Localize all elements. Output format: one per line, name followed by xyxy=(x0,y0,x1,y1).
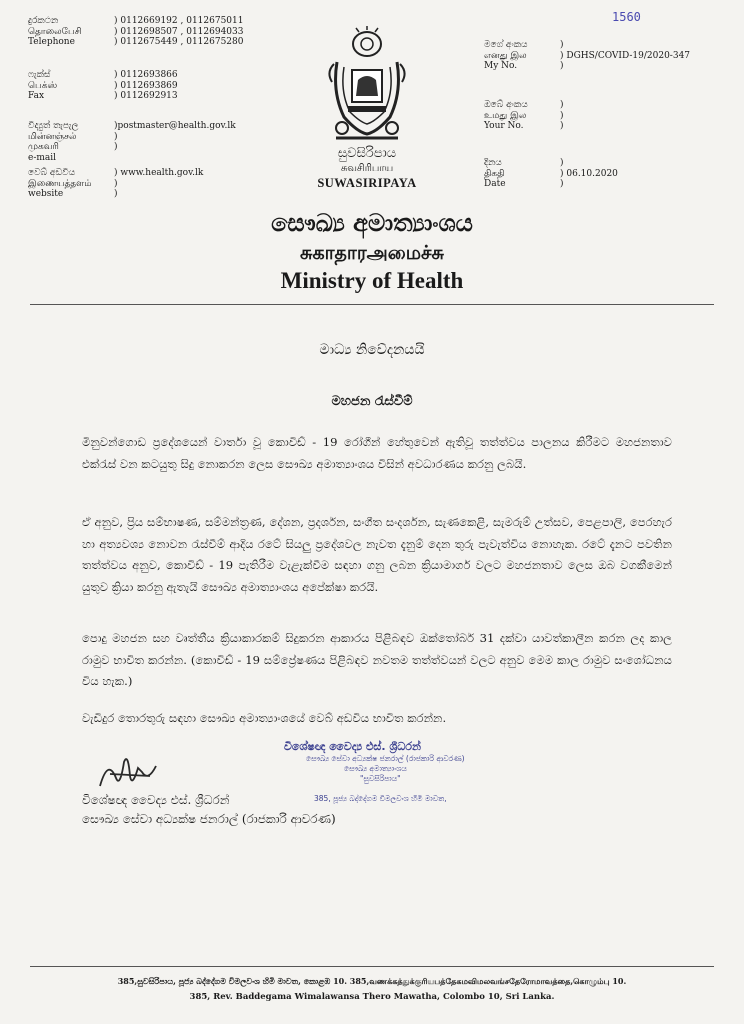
stamp-line-1: සෞඛ්‍ය සේවා අධ්‍යක්ෂ ජනරාල් (රාජකාරි ආවරණ) xyxy=(306,754,465,763)
contact-label: Fax xyxy=(28,91,45,101)
stamp-name: විශේෂඥ වෛද්‍ය එස්. ශ්‍රීධරන් xyxy=(284,740,421,753)
ref-value: ) xyxy=(560,110,564,121)
emblem-caption xyxy=(300,146,434,191)
ref-value: ) xyxy=(560,61,564,71)
emblem-english: SUWASIRIPAYA xyxy=(317,176,417,190)
contact-label: தொலைபேசி xyxy=(28,26,82,37)
contact-label: e-mail xyxy=(28,152,57,163)
ministry-sinhala: සෞඛ්‍ය අමාත්‍යාංශය xyxy=(271,208,473,237)
stamp-line-3: "සුවසිරිපාය" xyxy=(360,774,401,783)
ref-value: ) xyxy=(560,179,564,189)
ref-label: මගේ අංකය xyxy=(484,40,528,50)
contact-label: දුරකථන xyxy=(28,16,59,26)
contact-label: மின்னஞ்சல் முகவரி xyxy=(28,131,77,152)
body-paragraph-3: පොදු මහජන සහ වෘත්තීය ක්‍රියාකාරකම් සිදුකරන ආකාරය පිළිබඳව ඔක්තෝබර් 31 දක්වා යාවත්කාලීන කරන ලද කාල රාමුව භාවිත කරන්න. (කොවිඩ් - 19 සම්ප්‍රේෂණය පිළිබඳව නවතම තත්ත්වයන් වලට අනුව මෙම කාල රාමුව සංශෝධනය විය හැක.) xyxy=(82,631,672,688)
contact-value: ) 0112692913 xyxy=(114,91,178,101)
handwritten-signature xyxy=(90,748,180,798)
contact-value: ) xyxy=(114,178,118,189)
footer-address-1: 385,සුවසිරිපාය, පූජ්‍ය බද්දේගම විමලවංශ හිමි මාවත, කොළඹ 10. 385,வணக்கத்துக்குரியபத்தேகமவிமலவங்சதேரோமாவத்தை,கொழும்பு 10. xyxy=(117,976,627,986)
header-divider xyxy=(30,304,714,305)
document-subject: මහජන රැස්වීම් xyxy=(331,394,413,409)
contact-value: )postmaster@health.gov.lk xyxy=(114,121,236,131)
contact-label: විද්‍යුත් තැපැල xyxy=(28,121,79,131)
ref-value: ) DGHS/COVID-19/2020-347 xyxy=(560,50,691,61)
signatory-title: සෞඛ්‍ය සේවා අධ්‍යක්ෂ ජනරාල් (රාජකාරි ආවරණ) xyxy=(82,812,336,826)
contact-value: ) xyxy=(114,142,118,152)
document-type: මාධ්‍ය නිවේදනයයි xyxy=(319,342,425,358)
contact-value: ) 0112669192 , 0112675011 xyxy=(114,16,244,26)
ref-value: ) 06.10.2020 xyxy=(560,168,618,179)
ref-label: உமது இல xyxy=(484,110,527,121)
ref-value: ) xyxy=(560,40,564,50)
contact-label: ෆැක්ස් xyxy=(28,70,51,80)
emblem-tamil: சுவசிரிபாய xyxy=(340,163,394,174)
handwritten-ref-number: 1560 xyxy=(612,10,641,24)
ref-label: දිනය xyxy=(484,158,502,168)
ref-label: திகதி xyxy=(484,168,505,179)
signatory-name: විශේෂඥ වෛද්‍ය එස්. ශ්‍රීධරන් xyxy=(82,793,230,807)
contact-label: பெக்ஸ் xyxy=(28,80,58,91)
ref-label: எனது இல xyxy=(484,50,527,61)
official-stamp xyxy=(284,740,524,804)
ref-label: Your No. xyxy=(484,121,524,131)
contact-value: ) www.health.gov.lk xyxy=(114,168,204,178)
contact-label: website xyxy=(28,189,64,199)
contact-value: ) 0112693866 xyxy=(114,70,178,80)
national-emblem-icon xyxy=(322,22,412,144)
contact-label: වෙබ් අඩවිය xyxy=(28,168,76,178)
ref-value: ) xyxy=(560,158,564,168)
stamp-line-4: 385, පූජ්‍ය බද්දේගම විමලවංශ හිමි මාවත, xyxy=(314,794,447,803)
emblem-sinhala: සුවසිරිපාය xyxy=(337,146,397,161)
body-paragraph-2: ඒ අනුව, ප්‍රිය සම්භාෂණ, සම්මන්ත්‍රණ, දේශන, ප්‍රදර්ශන, සංගීත සංදර්ශන, සැණකෙළි, සැමරුම් උත්සව, පෙළපාලි, පෙරහැර හා අත්‍යවශ්‍ය නොවන රැස්වීම් ආදිය රටේ සියලු ප්‍රදේශවල නැවත දැනුම් දෙන තුරු පැවැත්විය නොහැක. රටේ දැනට පවතින තත්ත්වය අනුව, කොවිඩ් - 19 පැතිරීම වැළැක්වීම සඳහා ගනු ලබන ක්‍රියාමාර්ග වලට මහජනතාව ලෙස ඔබ වගකීමෙන් යුතුව ක්‍රියා කරනු ඇතැයි සෞඛ්‍ය අමාත්‍යාංශය අපේක්ෂා කරයි. xyxy=(82,515,672,594)
contact-value: ) 0112698507 , 0112694033 xyxy=(114,26,244,37)
body-paragraph-4: වැඩිදුර තොරතුරු සඳහා සෞඛ්‍ය අමාත්‍යාංශයේ වෙබ් අඩවිය භාවිත කරන්න. xyxy=(82,711,447,725)
contact-value: ) 0112693869 xyxy=(114,80,178,91)
contact-label: Telephone xyxy=(28,37,75,47)
ref-label: ඔබේ අංකය xyxy=(484,100,528,110)
ref-value: ) xyxy=(560,100,564,110)
ref-label: Date xyxy=(484,179,506,189)
ref-value: ) xyxy=(560,121,564,131)
contact-label: இணையத்தளம் xyxy=(28,178,92,189)
ministry-english: Ministry of Health xyxy=(280,268,464,293)
footer-address-2: 385, Rev. Baddegama Wimalawansa Thero Mawatha, Colombo 10, Sri Lanka. xyxy=(189,992,555,1002)
body-paragraph-1: මිනුවන්ගොඩ ප්‍රදේශයෙන් වාර්තා වූ කොවිඩ් - 19 රෝගීන් හේතුවෙන් ඇතිවූ තත්ත්වය පාලනය කිරීමට මහජනතාව එක්රැස් වන කටයුතු සිදු නොකරන ලෙස සෞඛ්‍ය අමාත්‍යාංශය විසින් අවධාරණය කරනු ලබයි. xyxy=(82,435,672,471)
ref-label: My No. xyxy=(484,61,518,71)
footer-divider xyxy=(30,966,714,967)
ministry-tamil: சுகாதாரஅமைச்சு xyxy=(300,242,444,264)
contact-value: ) 0112675449 , 0112675280 xyxy=(114,37,244,47)
contact-value: ) xyxy=(114,189,118,199)
contact-value: ) xyxy=(114,131,118,142)
stamp-line-2: සෞඛ්‍ය අමාත්‍යාංශය xyxy=(344,764,407,773)
